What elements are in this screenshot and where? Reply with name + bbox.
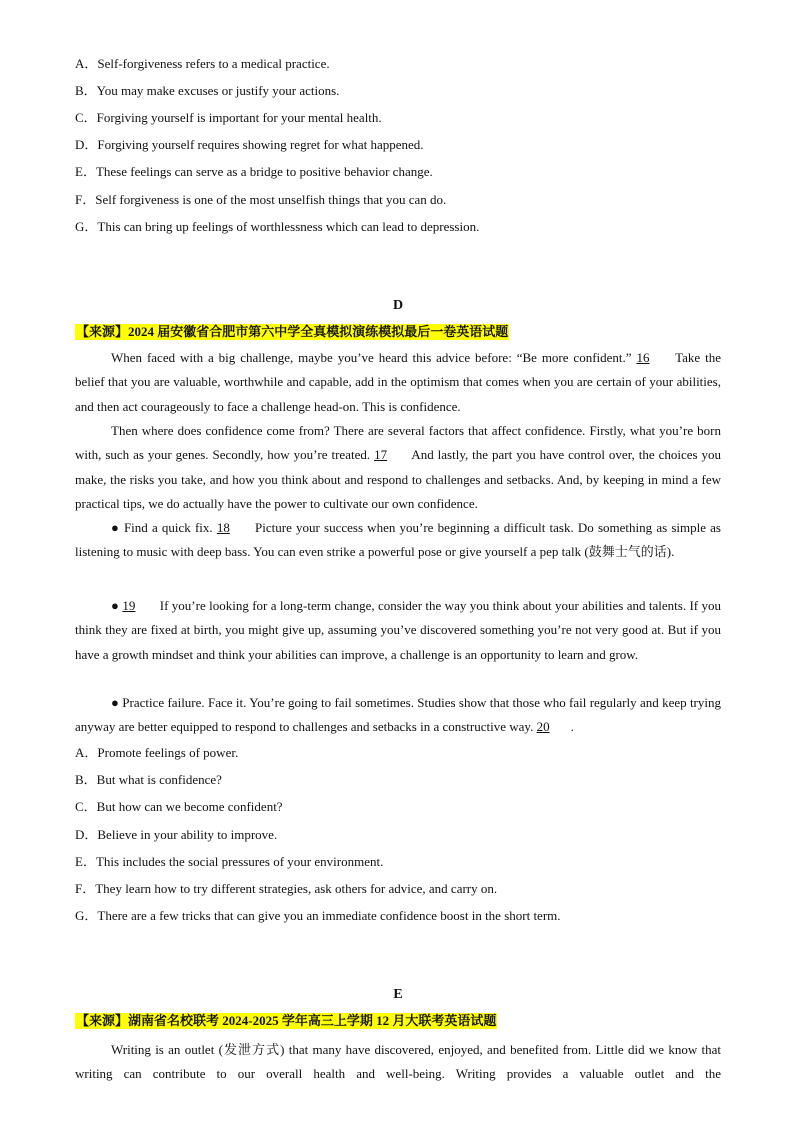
blank-17: 17 bbox=[374, 447, 388, 463]
option-c-c bbox=[75, 110, 382, 126]
option-letter: E． bbox=[75, 164, 96, 179]
option-text: But how can we become confident? bbox=[96, 799, 283, 814]
option-text: Forgiving yourself is important for your mental health. bbox=[96, 110, 382, 125]
option-text: This can bring up feelings of worthlessness which can lead to depression. bbox=[97, 219, 480, 234]
option-c-b bbox=[75, 83, 339, 99]
option-d-b bbox=[75, 772, 222, 788]
blank-16: 16 bbox=[636, 350, 650, 365]
section-d-paragraph-5: ● Practice failure. Face it. You’re going to fail sometimes. Studies show that those who fail regularly and keep trying anyway are better equipped to respond to challenges and setbacks in a constructive way. 20. bbox=[75, 691, 721, 740]
option-d-f bbox=[75, 881, 497, 897]
option-text: You may make excuses or justify your actions. bbox=[96, 83, 340, 98]
option-letter: B． bbox=[75, 83, 97, 98]
option-text: But what is confidence? bbox=[96, 772, 222, 787]
option-letter: D． bbox=[75, 137, 98, 152]
option-text: There are a few tricks that can give you an immediate confidence boost in the short term. bbox=[97, 908, 561, 923]
option-letter: A． bbox=[75, 745, 98, 760]
option-text: This includes the social pressures of your environment. bbox=[95, 854, 384, 869]
option-letter: G． bbox=[75, 219, 98, 234]
option-letter: B． bbox=[75, 772, 97, 787]
option-d-d bbox=[75, 827, 277, 843]
option-d-g bbox=[75, 908, 561, 924]
option-text: Self forgiveness is one of the most unselfish things that you can do. bbox=[95, 192, 447, 207]
option-letter: F． bbox=[75, 192, 96, 207]
option-text: They learn how to try different strategies, ask others for advice, and carry on. bbox=[95, 881, 498, 896]
option-d-a bbox=[75, 745, 238, 761]
option-c-g bbox=[75, 219, 479, 235]
option-letter: D． bbox=[75, 827, 98, 842]
option-c-e bbox=[75, 164, 433, 180]
blank-19: 19 bbox=[122, 598, 136, 613]
option-letter: C． bbox=[75, 799, 97, 814]
option-c-f bbox=[75, 192, 446, 208]
section-d-paragraph-1: When faced with a big challenge, maybe you’ve heard this advice before: “Be more confident.” 16 Take the belief that you are valuable, worthwhile and capable, add in the optimism that comes when you are certain of your abilities, and then act courageously to face a challenge head-on. This is confidence. bbox=[75, 346, 721, 419]
section-d-source: 【来源】2024 届安徽省合肥市第六中学全真模拟演练模拟最后一卷英语试题 bbox=[76, 324, 509, 339]
section-e-source: 【来源】湖南省名校联考 2024-2025 学年高三上学期 12 月大联考英语试题 bbox=[76, 1013, 497, 1028]
section-e-heading: E bbox=[393, 987, 403, 1002]
option-c-d bbox=[75, 137, 424, 153]
blank-18: 18 bbox=[216, 520, 230, 535]
option-letter: G． bbox=[75, 908, 98, 923]
section-e-paragraph-1: Writing is an outlet (发泄方式) that many have discovered, enjoyed, and benefited from. Little did we know that writing can contribute to our overall health and well-being. Writing provides a valuable outlet and the bbox=[75, 1042, 721, 1082]
option-letter: E． bbox=[75, 854, 96, 869]
option-text: Promote feelings of power. bbox=[97, 745, 239, 760]
blank-20: 20 bbox=[536, 719, 550, 735]
option-letter: A． bbox=[75, 56, 98, 71]
option-text: Believe in your ability to improve. bbox=[97, 827, 278, 842]
option-d-c bbox=[75, 799, 283, 815]
section-d-paragraph-2: Then where does confidence come from? There are several factors that affect confidence. Firstly, what you’re born with, such as your genes. Secondly, how you’re treated. 17 And lastly, the part you have control over, the choices you make, the risks you take, and how you think about and respond to challenges and setbacks. And, by keeping in mind a few practical tips, we do actually have the power to cultivate our own confidence. bbox=[75, 423, 722, 511]
option-letter: F． bbox=[75, 881, 96, 896]
option-d-e bbox=[75, 854, 383, 870]
section-d-paragraph-4: ● 19 If you’re looking for a long-term change, consider the way you think about your abilities and talents. If you think they are fixed at birth, you might give up, assuming you’ve discovered something you’re not very good at. But if you have a growth mindset and think your abilities can improve, a challenge is an opportunity to learn and grow. bbox=[75, 594, 721, 667]
option-text: Self-forgiveness refers to a medical practice. bbox=[97, 56, 330, 71]
option-letter: C． bbox=[75, 110, 97, 125]
option-c-a bbox=[75, 56, 330, 72]
option-text: These feelings can serve as a bridge to positive behavior change. bbox=[95, 164, 433, 179]
option-text: Forgiving yourself requires showing regret for what happened. bbox=[97, 137, 424, 152]
section-d-heading: D bbox=[392, 298, 404, 313]
section-d-paragraph-3: ● Find a quick fix. 18 Picture your success when you’re beginning a difficult task. Do something as simple as listening to music with deep bass. You can even strike a powerful pose or give yourself a pep talk (鼓舞士气的话). bbox=[75, 516, 721, 565]
